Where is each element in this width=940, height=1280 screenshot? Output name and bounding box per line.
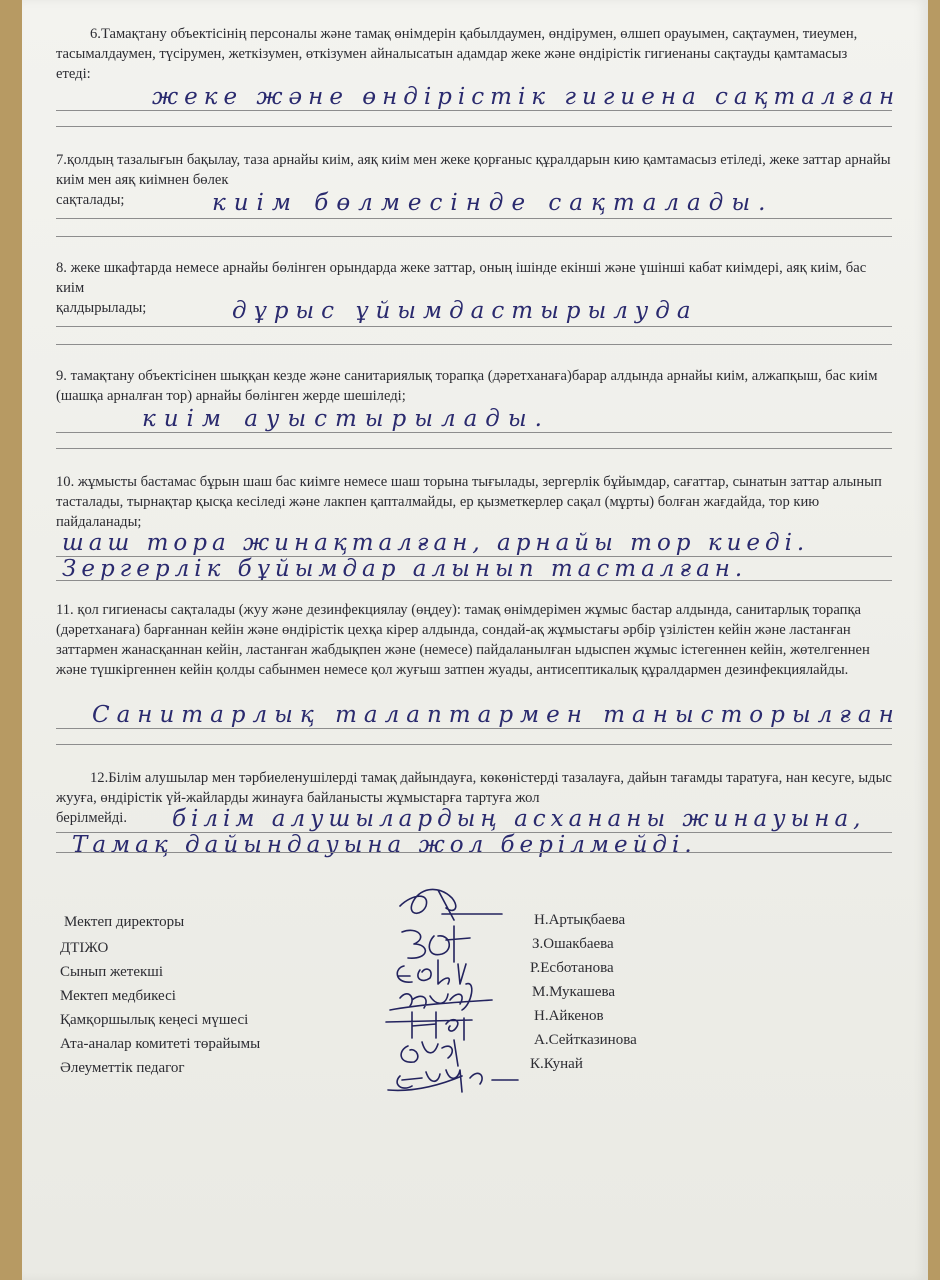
signature-role: Сынып жетекші [60,964,164,980]
answer-line [56,832,892,833]
answer-line [56,110,892,111]
handwritten-answer: шаш тора жинақталған, арнайы тор киеді. [62,530,810,556]
section-lead: қалдырылады; [56,300,147,316]
answer-line [56,344,892,345]
document-sheet [22,0,928,1280]
signature-name: З.Ошакбаева [532,936,614,952]
handwritten-answer: киім бөлмесінде сақталады. [212,190,774,216]
section-lead: берілмейді. [56,810,127,826]
answer-line [56,448,892,449]
signature-role: Ата-аналар комитеті төрайымы [60,1036,261,1052]
section-9 [56,366,896,406]
section-lead: етеді: [56,66,91,82]
answer-line [56,852,892,853]
section-11 [56,600,896,680]
signature-role: Әлеуметтік педагог [60,1060,185,1076]
signature-name: Р.Есботанова [530,960,614,976]
section-text: 9. тамақтану объектісінен шыққан кезде және санитариялық торапқа (дәретханаға)барар алдында арнайы киім, алжапқыш, бас киім (шашқа арналған тор) арнайы бөлінген жерде шешіледі; [56,368,878,404]
signature-role: Мектеп медбикесі [60,988,176,1004]
answer-line [56,326,892,327]
section-text: 10. жұмысты бастамас бұрын шаш бас киімге немесе шаш торына тығылады, зергерлік бұйымдар, сағаттар, сынатын заттар алынып тасталады, тырнақтар қысқа кесіледі және лакпен қапталмайды, ер қызметкерлер сақал (мұрты) болған жағдайда, тор кию пайдаланады; [56,474,882,530]
handwritten-answer: жеке және өндірістік гигиена сақталған [152,84,901,110]
handwritten-answer: дұрыс ұйымдастырылуда [232,298,698,324]
answer-line [56,432,892,433]
answer-line [56,580,892,581]
handwritten-answer: білім алушылардың асхананы жинауына, [172,806,866,832]
handwritten-answer: Зергерлік бұйымдар алынып тасталған. [62,556,748,582]
section-text: 7.қолдың тазалығын бақылау, таза арнайы киім, аяқ киім мен жеке қорғаныс құралдарын кию қамтамасыз етіледі, жеке заттар арнайы киім мен аяқ киімнен бөлек [56,152,891,188]
section-10 [56,472,896,532]
signature-name: Н.Айкенов [534,1008,604,1024]
signature-role: Қамқоршылық кеңесі мүшесі [60,1012,249,1028]
section-text: 11. қол гигиенасы сақталады (жуу және дезинфекциялау (өңдеу): тамақ өнімдерімен жұмыс бастар алдында, санитарлық торапқа (дәретханаға) барғаннан кейін және өндірістік цехқа кірер алдында, сондай-ақ жұмыстағы әрбір үзілістен кейін және ластанған заттармен жанасқаннан кейін, ластанған жабдықпен және (немесе) пайдаланылған ыдыспен жұмыс істегеннен кейін, жөтелгеннен және түшкіргеннен кейін қолды сабынмен немесе қол жуғыш затпен жуады, антисептикалық құралдармен дезинфекциялайды. [56,602,870,678]
handwritten-answer: Тамақ дайындауына жол берілмейді. [72,832,697,858]
section-text: 6.Тамақтану объектісінің персоналы және тамақ өнімдерін қабылдаумен, өндірумен, өлшеп орауымен, сақтаумен, тиеумен, тасымалдаумен, түсірумен, жеткізумен, өткізумен айналысатын адамдар жеке және өндірістік гигиенаны сақтауды қамтамасыз [56,26,858,62]
signature-name: К.Кунай [530,1056,583,1072]
handwritten-answer: киім ауыстырылады. [142,406,550,432]
section-6 [56,24,896,84]
section-text: 8. жеке шкафтарда немесе арнайы бөлінген орындарда жеке заттар, оның ішінде екінші және үшінші кабат киімдері, аяқ киім, бас киім [56,260,867,296]
answer-line [56,218,892,219]
section-lead: сақталады; [56,192,125,208]
answer-line [56,236,892,237]
signature-name: М.Мукашева [532,984,616,1000]
answer-line [56,728,892,729]
handwritten-signatures [342,880,542,1100]
signature-role: ДТІЖО [60,940,109,956]
answer-line [56,744,892,745]
handwritten-answer: Санитарлық талаптармен танысторылған [92,702,901,728]
signature-name: Н.Артықбаева [534,912,626,928]
section-text: 12.Білім алушылар мен тәрбиеленушілерді тамақ дайындауға, көкөністерді тазалауға, дайын тағамды таратуға, нан кесуге, ыдыс жууға, өндірістік үй-жайларды жинауға байланысты жұмыстарға тартуға жол [56,770,892,806]
signature-name: А.Сейтказинова [534,1032,637,1048]
signature-role: Мектеп директоры [64,914,185,930]
answer-line [56,126,892,127]
answer-line [56,556,892,557]
